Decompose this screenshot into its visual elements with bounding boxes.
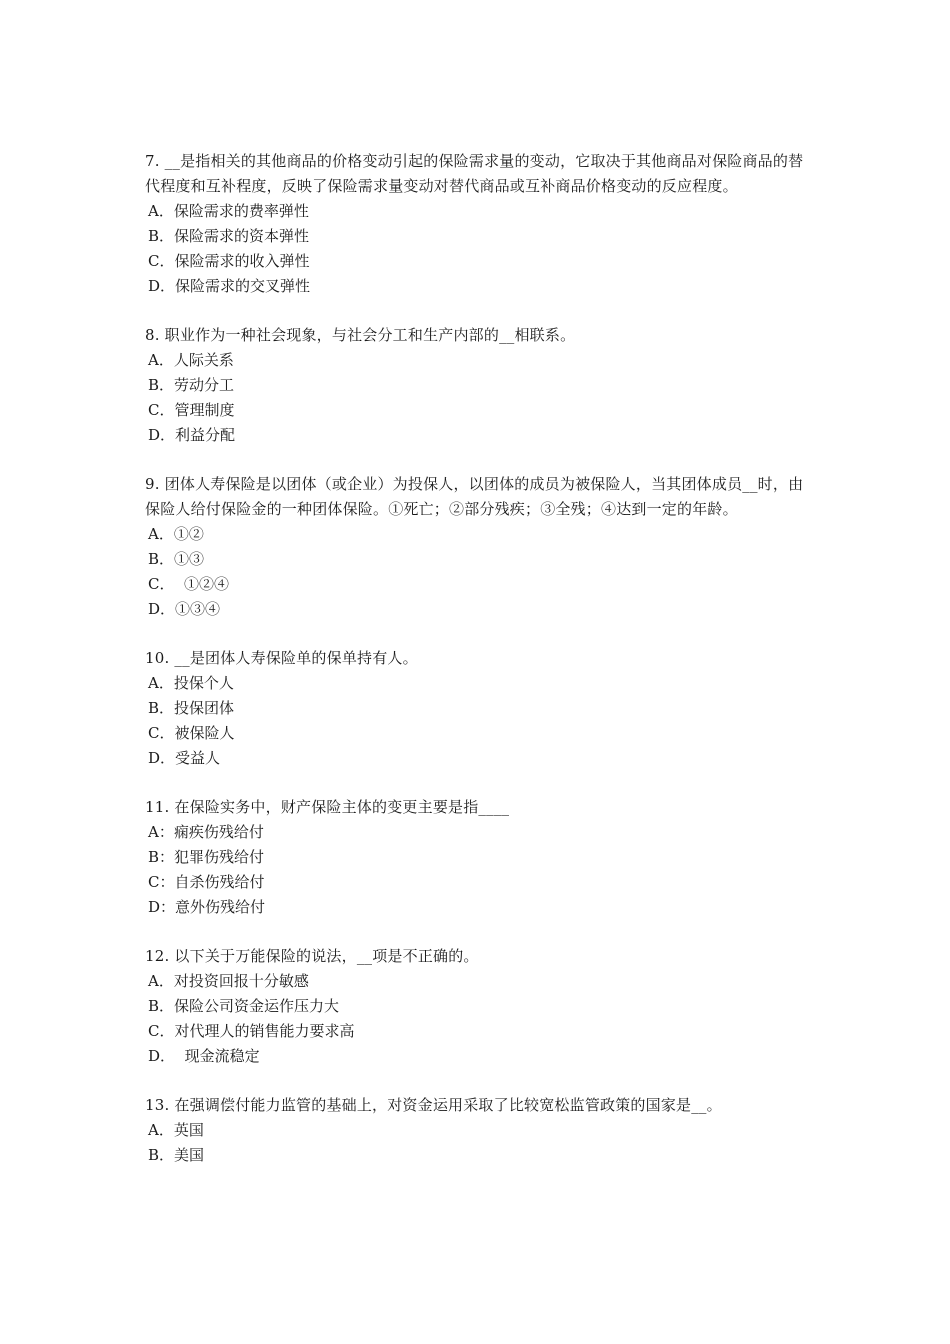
question-13 (145, 1093, 810, 1168)
question-stem: 13. 在强调偿付能力监管的基础上，对资金运用采取了比较宽松监管政策的国家是__。 (145, 1096, 722, 1114)
question-9 (145, 472, 810, 622)
option-a: A：痫疾伤残给付 (148, 823, 264, 841)
option-b: B．保险需求的资本弹性 (148, 227, 310, 245)
option-c: C．管理制度 (148, 401, 235, 419)
question-7 (145, 149, 810, 299)
option-c: C．保险需求的收入弹性 (148, 252, 310, 270)
question-12 (145, 944, 810, 1069)
option-a: A．投保个人 (148, 674, 234, 692)
question-stem: 12. 以下关于万能保险的说法，__项是不正确的。 (145, 947, 479, 965)
question-stem: 10. __是团体人寿保险单的保单持有人。 (145, 649, 418, 667)
option-a: A．英国 (148, 1121, 204, 1139)
option-c: C：自杀伤残给付 (148, 873, 265, 891)
option-c: C．对代理人的销售能力要求高 (148, 1022, 355, 1040)
question-10 (145, 646, 810, 771)
option-a: A．对投资回报十分敏感 (148, 972, 309, 990)
option-c: C． ①②④ (148, 575, 230, 593)
question-stem: 9. 团体人寿保险是以团体（或企业）为投保人，以团体的成员为被保险人，当其团体成员__时，由保险人给付保险金的一种团体保险。①死亡；②部分残疾；③全残；④达到一定的年龄。 (145, 475, 804, 518)
question-stem: 11. 在保险实务中，财产保险主体的变更主要是指____ (145, 798, 510, 816)
document-page (145, 149, 810, 1192)
option-d: D．受益人 (148, 749, 221, 767)
option-d: D．①③④ (148, 600, 221, 618)
option-b: B．①③ (148, 550, 205, 568)
option-b: B．保险公司资金运作压力大 (148, 997, 340, 1015)
option-c: C．被保险人 (148, 724, 235, 742)
option-a: A．保险需求的费率弹性 (148, 202, 309, 220)
option-b: B．投保团体 (148, 699, 235, 717)
option-a: A．①② (148, 525, 204, 543)
question-stem: 8. 职业作为一种社会现象，与社会分工和生产内部的__相联系。 (145, 326, 576, 344)
option-b: B．美国 (148, 1146, 205, 1164)
option-b: B．劳动分工 (148, 376, 235, 394)
option-b: B：犯罪伤残给付 (148, 848, 265, 866)
option-d: D．保险需求的交叉弹性 (148, 277, 311, 295)
option-d: D．利益分配 (148, 426, 236, 444)
question-8 (145, 323, 810, 448)
option-d: D． 现金流稳定 (148, 1047, 260, 1065)
option-a: A．人际关系 (148, 351, 234, 369)
question-stem: 7. __是指相关的其他商品的价格变动引起的保险需求量的变动，它取决于其他商品对保险商品的替代程度和互补程度，反映了保险需求量变动对替代商品或互补商品价格变动的反应程度。 (145, 152, 804, 195)
question-11 (145, 795, 810, 920)
option-d: D：意外伤残给付 (148, 898, 266, 916)
